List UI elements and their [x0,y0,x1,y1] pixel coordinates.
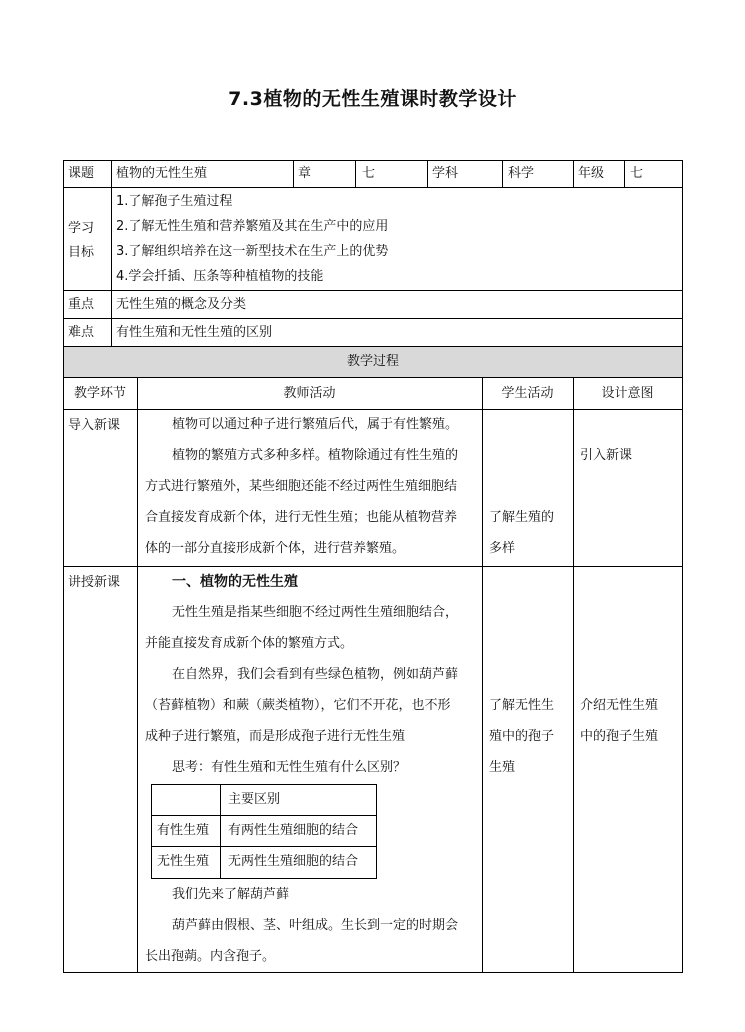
column-header-teacher: 教师活动 [283,386,336,401]
section-heading: 一、植物的无性生殖 [172,574,298,590]
column-header-stage: 教学环节 [73,386,126,401]
column-header-student: 学生活动 [501,386,554,401]
subject-value: 科学 [508,166,535,181]
difficulty-label: 难点 [68,325,95,340]
teacher-text-line: 在自然界，我们会看到有些绿色植物，例如葫芦藓 [172,667,459,682]
key-label: 重点 [68,297,95,312]
teacher-text-line: 植物可以通过种子进行繁殖后代，属于有性繁殖。 [172,417,459,432]
grade-value: 七 [630,166,644,181]
chapter-value: 七 [362,166,376,181]
grade-label: 年级 [578,166,605,181]
goal-item: 1.了解孢子生殖过程 [116,194,233,209]
comparison-header: 主要区别 [228,792,281,807]
teacher-text-line: 我们先来了解葫芦藓 [172,887,290,902]
key-value: 无性生殖的概念及分类 [116,297,247,312]
student-activity-line: 生殖 [489,760,516,775]
student-activity-line: 多样 [489,541,516,556]
teacher-text-line: 成种子进行繁殖，而是形成孢子进行无性生殖 [145,729,406,744]
student-activity-line: 了解生殖的 [489,510,555,525]
process-header: 教学过程 [346,354,399,369]
student-activity-line: 殖中的孢子 [489,729,555,744]
goals-label-line2: 目标 [68,245,95,260]
topic-value: 植物的无性生殖 [116,166,208,181]
stage-label: 讲授新课 [68,575,121,590]
topic-label: 课题 [68,166,95,181]
goal-item: 4.学会扦插、压条等种植植物的技能 [116,269,324,284]
teacher-text-line: 体的一部分直接形成新个体，进行营养繁殖。 [145,541,406,556]
goal-item: 3.了解组织培养在这一新型技术在生产上的优势 [116,244,389,259]
teacher-text-line: 并能直接发育成新个体的繁殖方式。 [145,636,354,651]
teacher-text-line: 植物的繁殖方式多种多样。植物除通过有性生殖的 [172,448,459,463]
comparison-row-value: 有两性生殖细胞的结合 [228,823,359,838]
difficulty-value: 有性生殖和无性生殖的区别 [116,325,273,340]
teacher-text-line: （苔藓植物）和蕨（蕨类植物），它们不开花，也不形 [145,698,451,713]
goal-item: 2.了解无性生殖和营养繁殖及其在生产中的应用 [116,219,389,234]
comparison-row-label: 有性生殖 [157,823,210,838]
teacher-text-line: 长出孢蒴。内含孢子。 [145,949,276,964]
goals-label-line1: 学习 [68,221,95,236]
column-header-intent: 设计意图 [601,386,654,401]
chapter-label: 章 [298,166,312,181]
student-activity-line: 了解无性生 [489,698,555,713]
subject-label: 学科 [432,166,459,181]
teacher-text-line: 合直接发育成新个体，进行无性生殖；也能从植物营养 [145,510,458,525]
design-intent-line: 中的孢子生殖 [580,729,659,744]
teacher-text-line: 无性生殖是指某些细胞不经过两性生殖细胞结合， [172,605,459,620]
stage-label: 导入新课 [68,418,121,433]
page-title: 7.3植物的无性生殖课时教学设计 [228,88,517,110]
teacher-text-line: 葫芦藓由假根、茎、叶组成。生长到一定的时期会 [172,918,459,933]
teacher-text-line: 方式进行繁殖外，某些细胞还能不经过两性生殖细胞结 [145,479,458,494]
design-intent: 引入新课 [580,448,633,463]
comparison-row-label: 无性生殖 [157,854,210,869]
comparison-row-value: 无两性生殖细胞的结合 [228,854,359,869]
teacher-text-line: 思考：有性生殖和无性生殖有什么区别？ [172,760,407,775]
design-intent-line: 介绍无性生殖 [580,698,659,713]
